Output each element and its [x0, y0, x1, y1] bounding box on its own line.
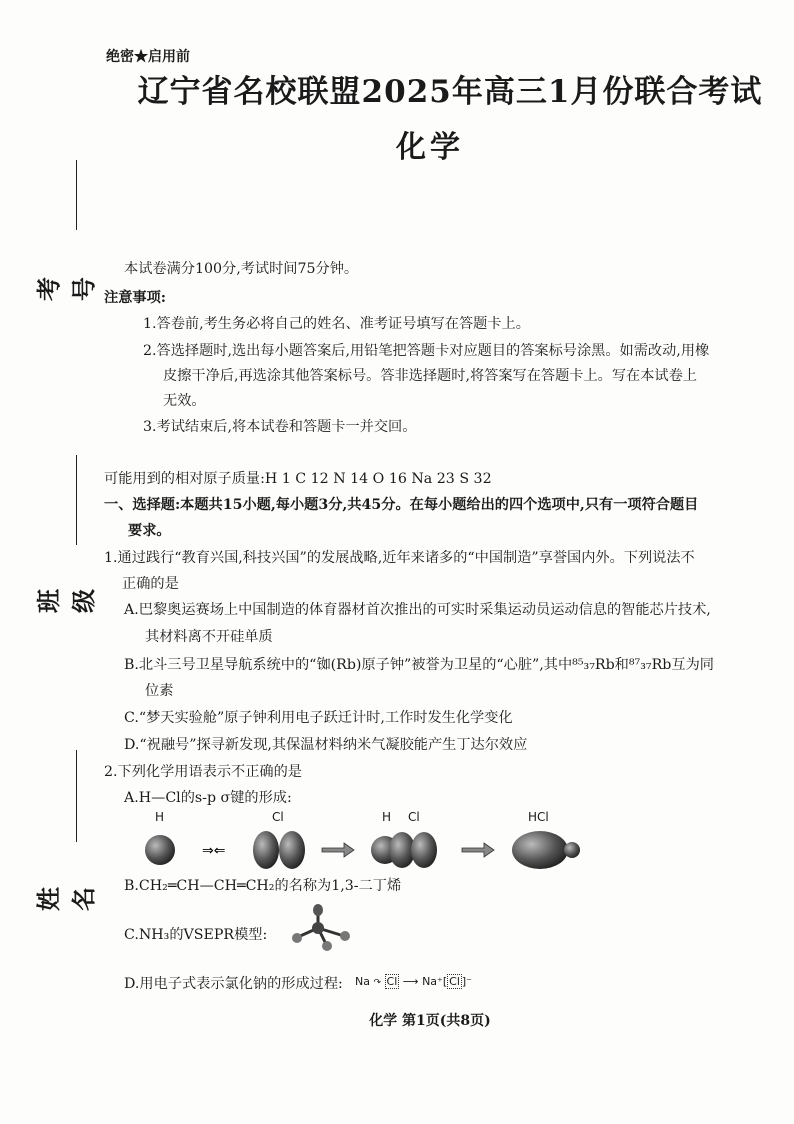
- arrow-icon: [462, 843, 494, 857]
- q2-option-c: C.NH₃的VSEPR模型:: [124, 927, 268, 943]
- arrow-icon: [322, 843, 354, 857]
- cl-atom: Cl: [386, 975, 398, 988]
- class-line: [76, 455, 77, 545]
- cl-ion-bracket: ]⁻: [461, 975, 472, 988]
- orbital-diagram-svg: [130, 810, 630, 876]
- note-1: 1.答卷前,考生务必将自己的姓名、准考证号填写在答题卡上。: [143, 316, 530, 332]
- cl-orbital-overlap-right: [411, 832, 437, 868]
- q1-stem-cont: 正确的是: [122, 576, 179, 592]
- h-label: H: [155, 810, 165, 824]
- q2-option-d: D.用电子式表示氯化钠的形成过程:: [124, 976, 343, 992]
- h-label-2: H: [382, 810, 392, 824]
- q1-option-a: A.巴黎奥运赛场上中国制造的体育器材首次推出的可实时采集运动员运动信息的智能芯片技术,: [124, 602, 711, 618]
- double-arrow-icon: ⇒⇐: [202, 843, 226, 859]
- q1-option-d: D.“祝融号”探寻新发现,其保温材料纳米气凝胶能产生丁达尔效应: [124, 737, 528, 753]
- confidential-mark: 绝密★启用前: [106, 49, 190, 65]
- q2-option-b: B.CH₂═CH—CH═CH₂的名称为1,3-二丁烯: [124, 878, 402, 894]
- cl-p-orbital-right-lobe: [279, 831, 305, 869]
- note-2: 2.答选择题时,选出每小题答案后,用铅笔把答题卡对应题目的答案标号涂黑。如需改动,用橡: [143, 343, 710, 359]
- subject-title: 化学: [396, 130, 464, 165]
- h-s-orbital: [145, 835, 175, 865]
- exam-number-line: [76, 160, 77, 230]
- h-atom: [292, 933, 302, 943]
- hcl-small-lobe: [564, 842, 580, 858]
- class-label: 班级: [34, 589, 98, 613]
- na-ion: Na⁺[: [422, 975, 448, 988]
- h-atom: [322, 941, 332, 951]
- reaction-arrow-icon: ⟶: [402, 975, 419, 988]
- cl-label: Cl: [272, 810, 284, 824]
- hcl-label: HCl: [528, 810, 549, 824]
- h-atom: [340, 931, 350, 941]
- q2-stem: 2.下列化学用语表示不正确的是: [104, 764, 302, 780]
- note-3: 3.考试结束后,将本试卷和答题卡一并交回。: [143, 419, 417, 435]
- exam-intro: 本试卷满分100分,考试时间75分钟。: [124, 261, 359, 277]
- n-atom: [312, 922, 324, 934]
- na-atom: Na: [355, 975, 370, 988]
- note-2-cont: 皮擦干净后,再选涂其他答案标号。答非选择题时,将答案写在答题卡上。写在本试卷上: [163, 368, 697, 384]
- sp-sigma-bond-diagram: [130, 810, 630, 876]
- page-footer: 化学 第1页(共8页): [369, 1013, 491, 1029]
- q1-option-b: B.北斗三号卫星导航系统中的“铷(Rb)原子钟”被誉为卫星的“心脏”,其中⁸⁵₃₇Rb和⁸⁷₃₇Rb互为同: [124, 657, 714, 673]
- cl-ion: Cl: [449, 975, 460, 988]
- notes-title: 注意事项:: [104, 290, 166, 306]
- q1-option-c: C.“梦天实验舱”原子钟利用电子跃迁计时,工作时发生化学变化: [124, 710, 513, 726]
- atomic-masses: 可能用到的相对原子质量:H 1 C 12 N 14 O 16 Na 23 S 32: [104, 471, 492, 487]
- section-1-heading-cont: 要求。: [128, 523, 171, 539]
- name-line: [76, 750, 77, 842]
- nacl-electron-formula: [355, 975, 472, 988]
- cl-p-orbital-left-lobe: [253, 831, 279, 869]
- q1-option-a-cont: 其材料离不开硅单质: [145, 629, 273, 645]
- section-1-heading: 一、选择题:本题共15小题,每小题3分,共45分。在每小题给出的四个选项中,只有一项符合题目: [104, 497, 699, 513]
- exam-number-label: 考号: [34, 277, 98, 301]
- nh3-vsepr-model: [286, 904, 356, 954]
- lone-pair-lobe: [313, 904, 323, 916]
- note-2-end: 无效。: [163, 393, 206, 409]
- exam-title: 辽宁省名校联盟2025年高三1月份联合考试: [137, 74, 763, 110]
- electron-transfer-arrow-icon: ↷: [373, 978, 382, 988]
- q1-option-b-cont: 位素: [145, 683, 174, 699]
- cl-label-2: Cl: [408, 810, 420, 824]
- q2-option-a: A.H—Cl的s-p σ键的形成:: [124, 790, 292, 806]
- name-label: 姓名: [34, 887, 98, 911]
- q1-stem: 1.通过践行“教育兴国,科技兴国”的发展战略,近年来诸多的“中国制造”享誉国内外。下列说法不: [104, 550, 695, 566]
- hcl-orbital: [512, 831, 568, 869]
